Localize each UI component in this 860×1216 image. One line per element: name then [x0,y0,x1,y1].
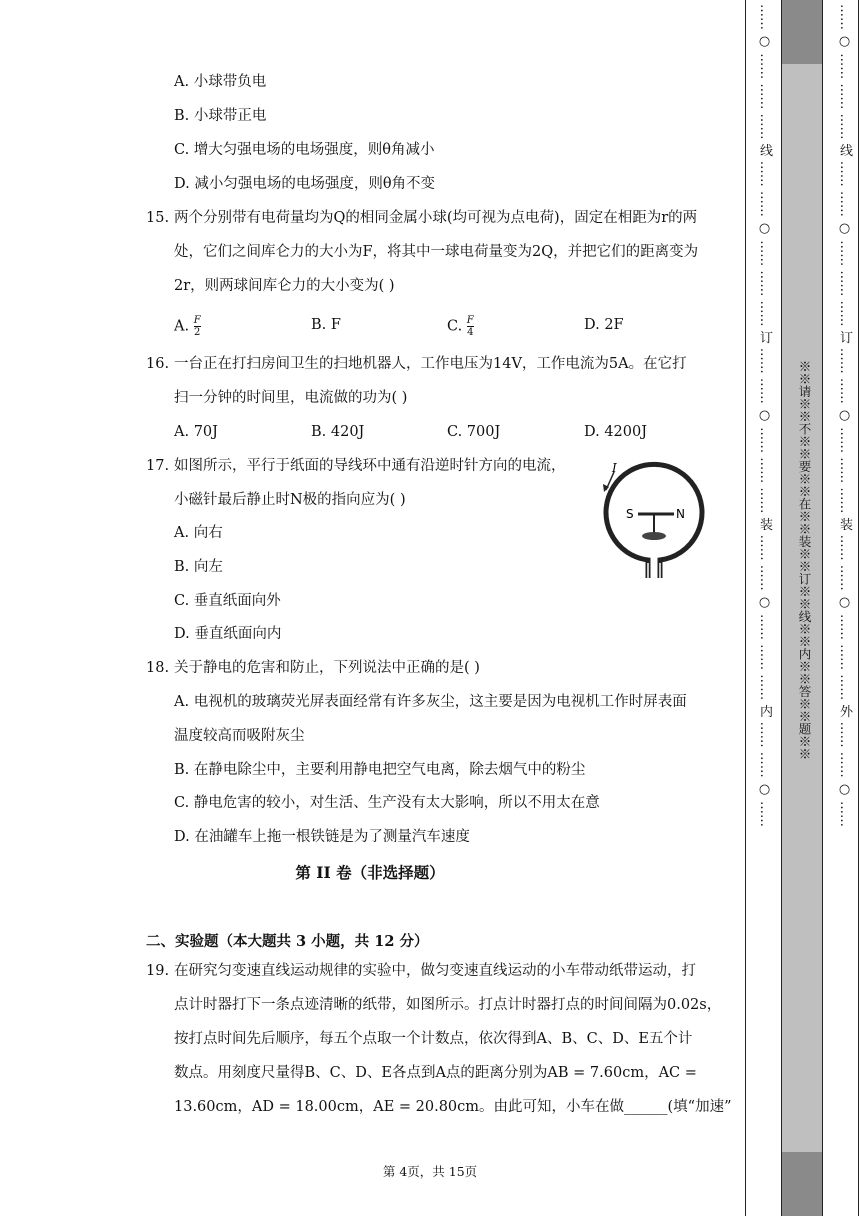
question-stem-line: 小磁针最后静止时N极的指向应为( ) [174,492,406,508]
option-text: 4200J [604,424,648,440]
option-b [311,422,364,442]
option-text: 垂直纸面向内 [194,626,282,642]
option-c [174,140,435,160]
option-letter: C. [174,795,194,811]
option-d [584,315,624,335]
option-text: 小球带负电 [193,74,267,90]
question-stem-line: 关于静电的危害和防止，下列说法中正确的是( ) [174,660,480,676]
option-letter: D. [174,626,195,642]
option-text: 2F [604,317,624,333]
question-number: 17. [146,458,170,474]
option-text: 向左 [193,559,223,575]
fraction [467,315,474,338]
option-letter: C. [447,318,467,335]
option-letter: D. [584,317,605,333]
north-pole-label: N [676,507,685,521]
question-stem-line: 数点。用刻度尺量得B、C、D、E各点到A点的距离分别为AB = 7.60cm，AC = [174,1065,697,1081]
question-number: 19. [146,963,170,979]
section-two-heading: 二、实验题（本大题共 3 小题，共 12 分） [146,933,429,950]
option-text: 700J [466,424,501,440]
fraction [194,315,201,338]
option-text: 温度较高而吸附灰尘 [174,728,305,744]
option-c [174,793,600,813]
question-stem-line: 如图所示，平行于纸面的导线环中通有沿逆时针方向的电流， [174,458,566,474]
option-b [174,760,585,780]
question-number: 15. [146,210,170,226]
option-a [174,422,218,442]
option-text: 在油罐车上拖一根铁链是为了测量汽车速度 [194,829,470,845]
option-letter: C. [174,593,194,609]
current-loop-figure [598,460,710,590]
inner-binding-column: …… ○ …… …… …… 线 …… …… ○ …… …… …… 订 …… …… ○ …… …… …… 装 …… …… ○ …… …… …… 内 …… …… ○ …… [757,4,772,827]
option-letter: D. [174,829,195,845]
part-two-title: 第 II 卷（非选择题） [295,863,445,882]
question-stem-line: 处，它们之间库仑力的大小为F，将其中一球电荷量变为2Q，并把它们的距离变为 [174,244,699,260]
option-d [174,174,435,194]
option-text: 电视机的玻璃荧光屏表面经常有许多灰尘，这主要是因为电视机工作时屏表面 [193,694,687,710]
option-letter: D. [174,176,195,192]
fraction-numerator: F [193,315,201,326]
option-letter: A. [174,424,194,440]
option-letter: B. [174,108,194,124]
option-letter: B. [311,317,331,333]
question-stem-line: 一台正在打扫房间卫生的扫地机器人，工作电压为14V，工作电流为5A。在它打 [174,356,687,372]
option-letter: C. [447,424,467,440]
question-stem-line: 按打点时间先后顺序，每五个点取一个计数点，依次得到A、B、C、D、E五个计 [174,1031,693,1047]
option-b [174,106,266,126]
question-stem-line: 2r，则两球间库仑力的大小变为( ) [174,278,395,294]
option-letter: B. [174,559,194,575]
option-letter: D. [584,424,605,440]
question-stem-line: 在研究匀变速直线运动规律的实验中，做匀变速直线运动的小车带动纸带运动，打 [174,963,696,979]
option-d [584,422,647,442]
fraction-denominator: 4 [467,327,474,338]
option-text: 静电危害的较小，对生活、生产没有太大影响，所以不用太在意 [193,795,600,811]
option-text: 420J [330,424,365,440]
option-d [174,827,470,847]
option-letter: A. [174,525,194,541]
option-text: 小球带正电 [193,108,267,124]
option-text: 减小匀强电场的电场强度，则θ角不变 [194,176,436,192]
option-letter: A. [174,694,194,710]
option-text: 在静电除尘中，主要利用静电把空气电离，除去烟气中的粉尘 [193,762,586,778]
page-footer: 第 4页，共 15页 [382,1164,478,1179]
option-text: 向右 [193,525,223,541]
question-number: 18. [146,660,170,676]
option-b [174,557,223,577]
option-d [174,624,281,644]
option-letter: A. [174,74,194,90]
current-label: I [612,461,617,475]
option-continuation [174,726,305,746]
option-text: 垂直纸面向外 [193,593,281,609]
fraction-numerator: F [466,315,474,326]
option-c [447,422,500,442]
option-b [311,315,341,335]
option-text: F [330,317,341,333]
outer-binding-column: …… ○ …… …… …… 线 …… …… ○ …… …… …… 订 …… …… ○ …… …… …… 装 …… …… ○ …… …… …… 外 …… …… ○ …… [837,4,852,827]
question-stem-line: 两个分别带有电荷量均为Q的相同金属小球(均可视为点电荷)，固定在相距为r的两 [174,210,698,226]
option-letter: B. [174,762,194,778]
option-letter: A. [174,318,194,335]
option-a [174,523,223,543]
option-a [174,692,687,712]
question-number: 16. [146,356,170,372]
question-stem-line: 点计时器打下一条点迹清晰的纸带，如图所示。打点计时器打点的时间间隔为0.02s， [174,997,722,1013]
option-a [174,315,201,338]
binding-warning: ※※请※※不※※要※※在※※装※※订※※线※※内※※答※※题※※ [797,360,812,760]
fraction-denominator: 2 [193,327,201,338]
question-stem-line: 13.60cm，AD = 18.00cm，AE = 20.80cm。由此可知，小车在做______(填“加速” [174,1099,732,1115]
compass-base [642,532,666,540]
option-text: 70J [193,424,218,440]
option-a [174,72,266,92]
south-pole-label: S [626,507,634,521]
option-c [447,315,474,338]
question-stem-line: 扫一分钟的时间里，电流做的功为( ) [174,390,408,406]
option-letter: C. [174,142,194,158]
option-letter: B. [311,424,331,440]
option-text: 增大匀强电场的电场强度，则θ角减小 [193,142,435,158]
option-c [174,591,281,611]
